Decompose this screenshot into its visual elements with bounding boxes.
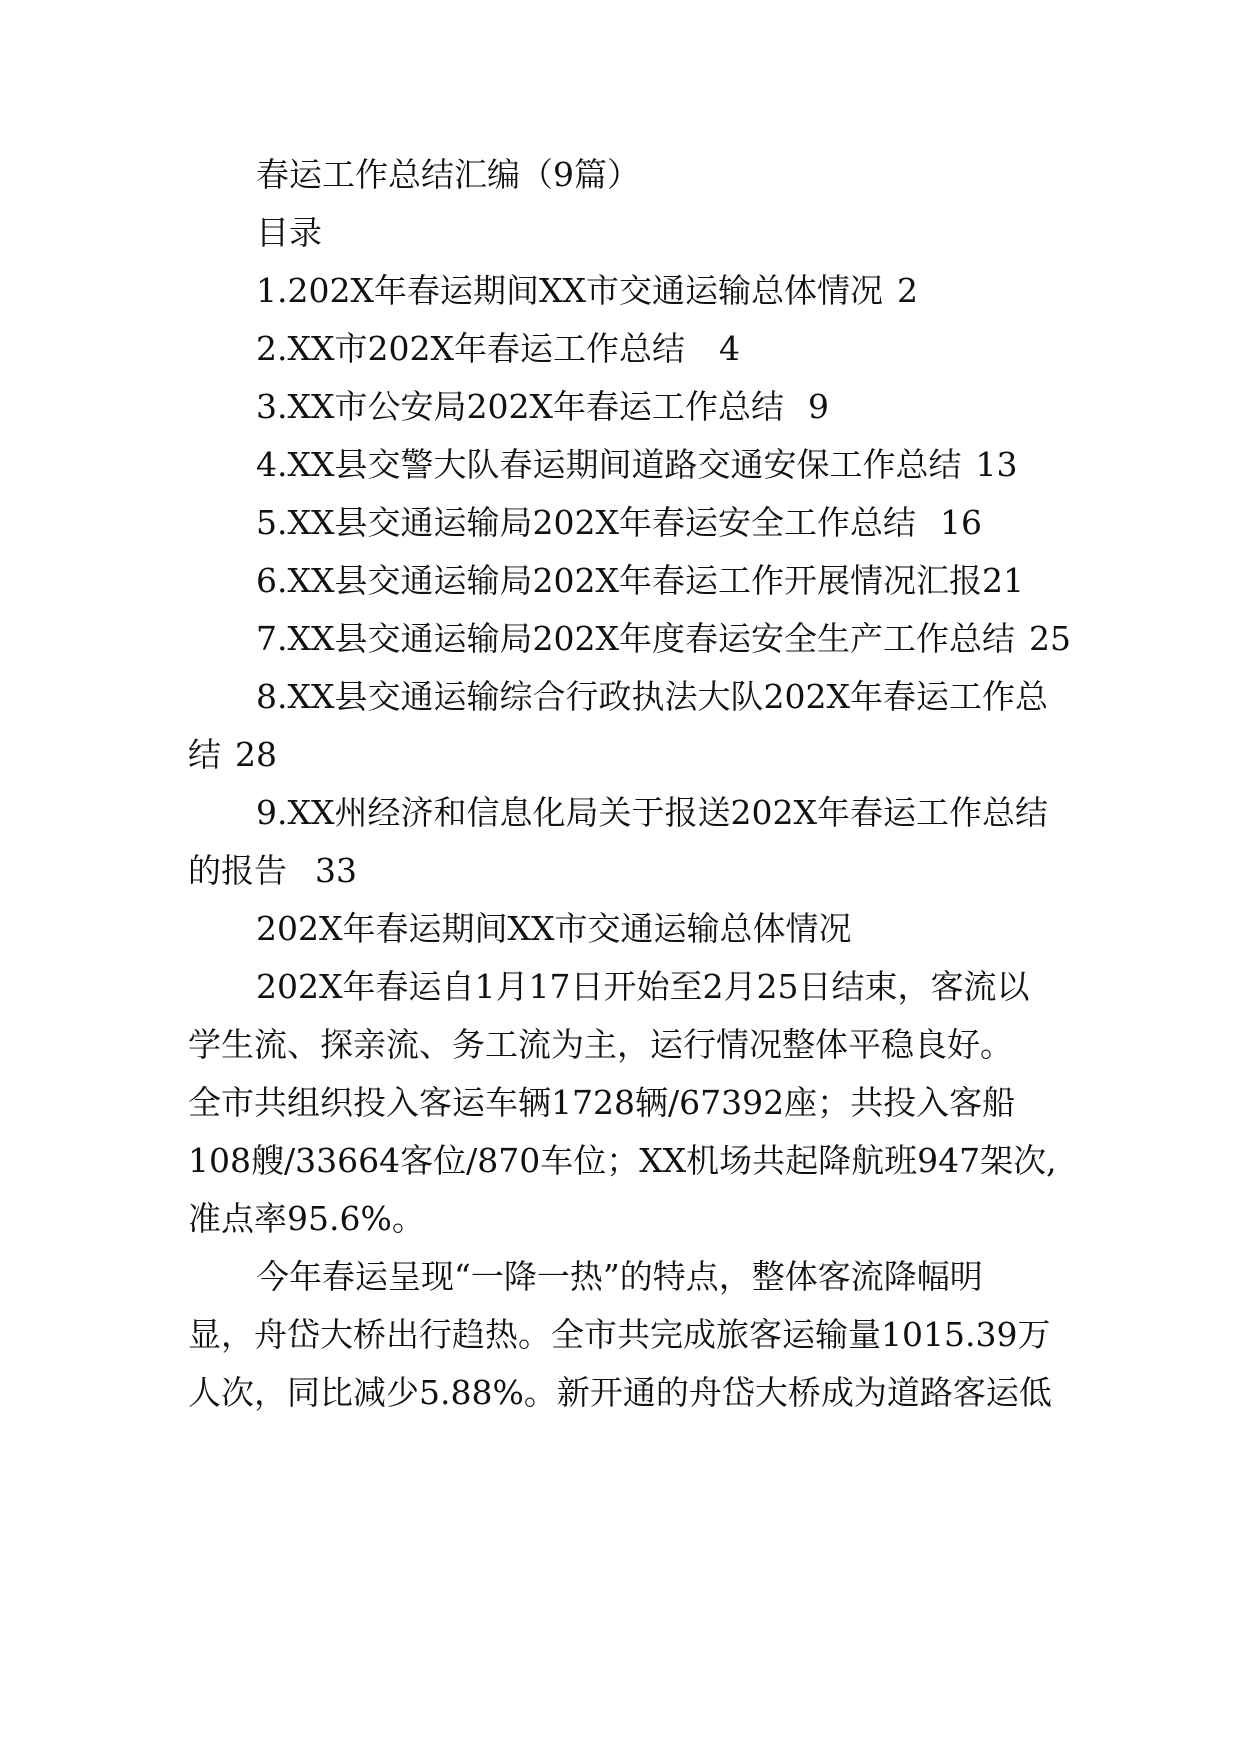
toc-entry-2[interactable]: [0, 329, 1240, 369]
toc-entry-label: 4.XX县交警大队春运期间道路交通安保工作总结: [256, 445, 962, 484]
toc-page-number: 21: [981, 561, 1024, 600]
toc-page-number: 2: [896, 271, 918, 310]
toc-entry-4[interactable]: [0, 445, 1240, 485]
toc-entry-3[interactable]: [0, 387, 1240, 427]
toc-page-number: 33: [315, 851, 357, 890]
toc-heading: 目录: [256, 213, 322, 252]
toc-entry-label: 2.XX市202X年春运工作总结: [256, 329, 685, 368]
paragraph-line: 显，舟岱大桥出行趋热。全市共完成旅客运输量1015.39万: [188, 1315, 1051, 1354]
toc-entry-label: 的报告: [188, 851, 287, 890]
toc-entry-label: 3.XX市公安局202X年春运工作总结: [256, 387, 784, 426]
toc-page-number: 25: [1028, 619, 1071, 658]
toc-entry-label: 1.202X年春运期间XX市交通运输总体情况: [256, 271, 883, 310]
paragraph-line: 全市共组织投入客运车辆1728辆/67392座；共投入客船: [188, 1083, 1016, 1122]
toc-entry-label: 7.XX县交通运输局202X年度春运安全生产工作总结: [256, 619, 1015, 658]
toc-entry-8[interactable]: [0, 677, 1240, 717]
section-title: 202X年春运期间XX市交通运输总体情况: [256, 909, 852, 948]
toc-entry-label: 8.XX县交通运输综合行政执法大队202X年春运工作总: [256, 677, 1048, 716]
toc-entry-label: 6.XX县交通运输局202X年春运工作开展情况汇报: [256, 561, 982, 600]
paragraph-line: 学生流、探亲流、务工流为主，运行情况整体平稳良好。: [188, 1025, 1013, 1064]
toc-page-number: 9: [807, 387, 829, 426]
paragraph-line: 202X年春运自1月17日开始至2月25日结束，客流以: [256, 967, 1030, 1006]
toc-entry-8-continued[interactable]: [0, 735, 1240, 775]
paragraph-line: 准点率95.6%。: [188, 1199, 425, 1238]
toc-entry-label: 结: [188, 735, 221, 774]
toc-entry-label: 9.XX州经济和信息化局关于报送202X年春运工作总结: [256, 793, 1048, 832]
toc-entry-1[interactable]: [0, 271, 1240, 311]
toc-page-number: 4: [718, 329, 740, 368]
toc-entry-6[interactable]: [0, 561, 1240, 601]
toc-entry-9-continued[interactable]: [0, 851, 1240, 891]
toc-entry-label: 5.XX县交通运输局202X年春运安全工作总结: [256, 503, 916, 542]
toc-entry-9[interactable]: [0, 793, 1240, 833]
paragraph-line: 108艘/33664客位/870车位；XX机场共起降航班947架次,: [188, 1141, 1057, 1180]
toc-page-number: 16: [939, 503, 982, 542]
paragraph-line: 人次，同比减少5.88%。新开通的舟岱大桥成为道路客运低: [188, 1373, 1052, 1412]
toc-entry-5[interactable]: [0, 503, 1240, 543]
toc-page-number: 13: [975, 445, 1018, 484]
toc-entry-7[interactable]: [0, 619, 1240, 659]
paragraph-line: 今年春运呈现“一降一热”的特点，整体客流降幅明: [256, 1257, 983, 1296]
toc-page-number: 28: [235, 735, 277, 774]
document-title: 春运工作总结汇编（9篇）: [256, 155, 640, 194]
